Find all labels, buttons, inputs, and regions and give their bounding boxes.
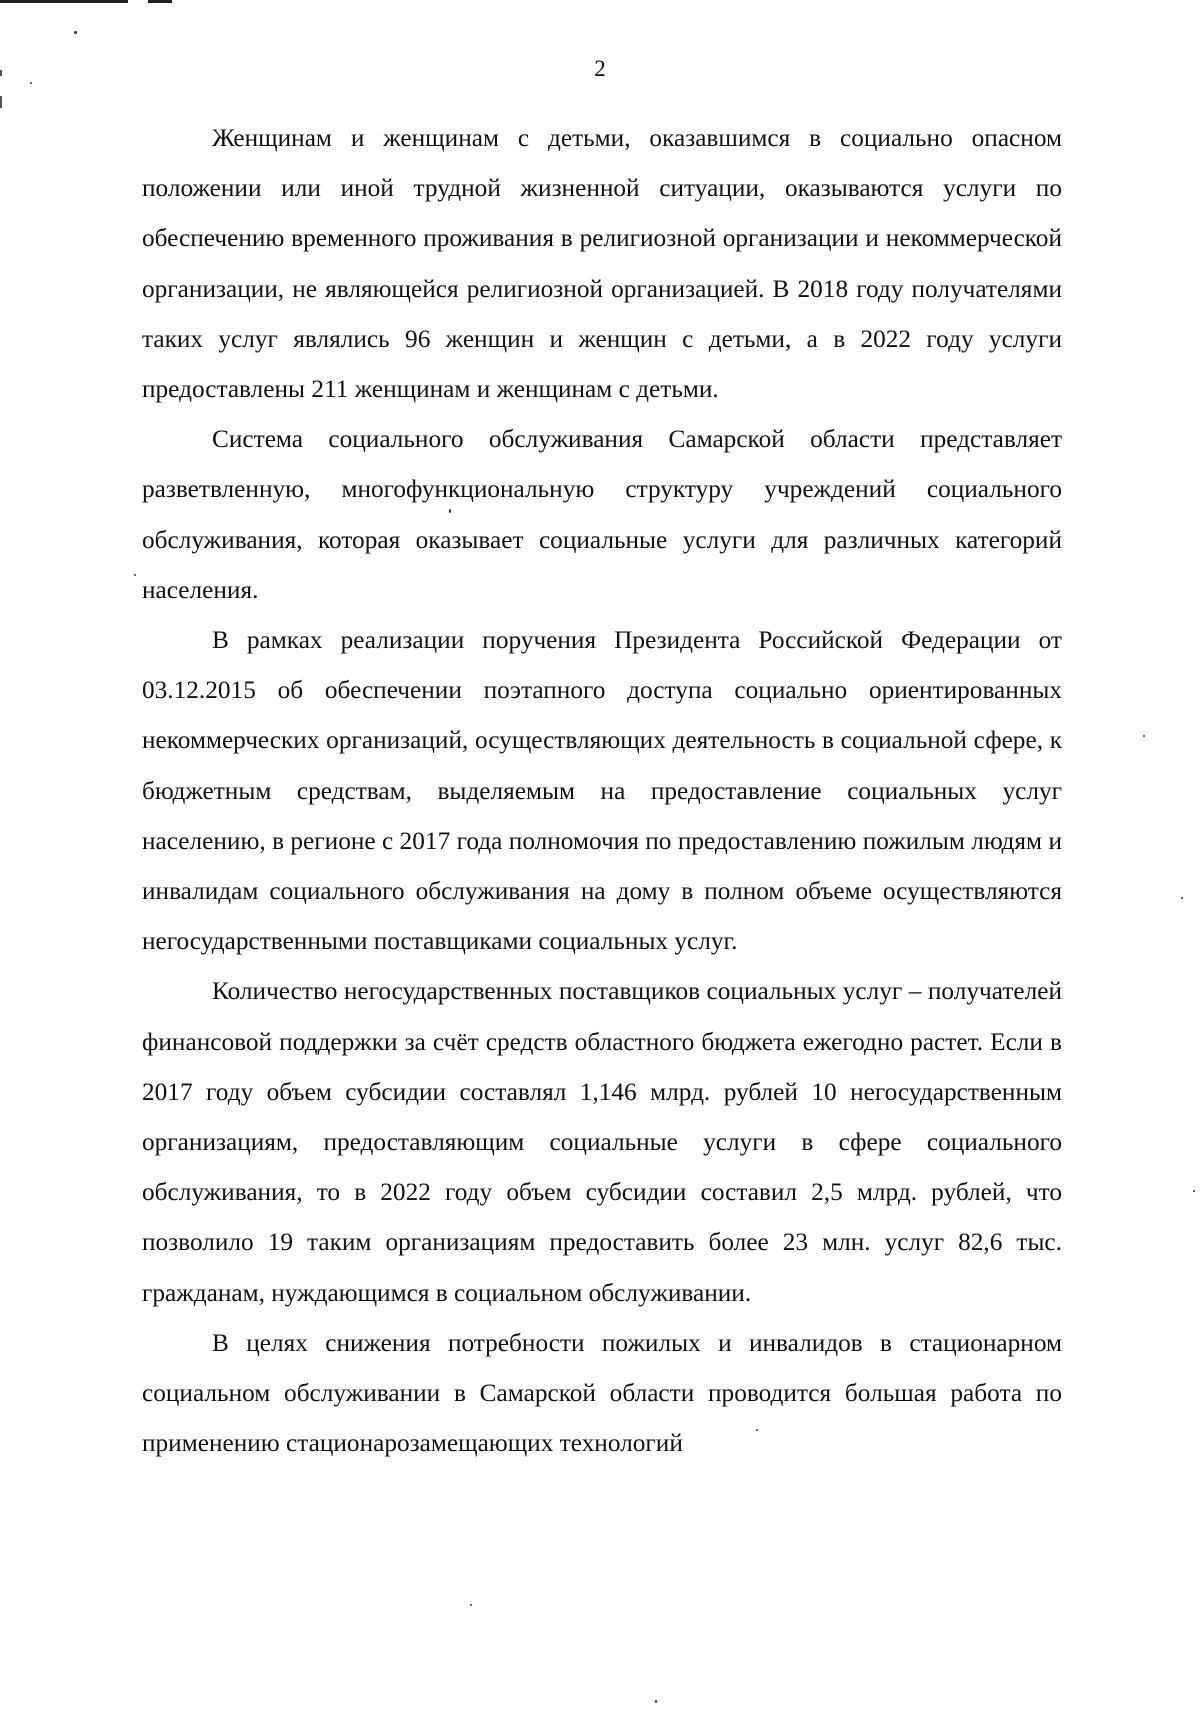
scan-speck	[74, 31, 77, 34]
document-body	[142, 113, 1062, 1468]
paragraph: В рамках реализации поручения Президента Российской Федерации от 03.12.2015 об обеспечении поэтапного доступа социально ориентированных некоммерческих организаций, осуществляющих деятельность в социальной сфере, к бюджетным средствам, выделяемым на предоставление социальных услуг населению, в регионе с 2017 года полномочия по предоставлению пожилым людям и инвалидам социального обслуживания на дому в полном объеме осуществляются негосударственными поставщиками социальных услуг.	[142, 626, 1062, 956]
paragraph: Женщинам и женщинам с детьми, оказавшимся в социально опасном положении или иной трудной жизненной ситуации, оказываются услуги по обеспечению временного проживания в религиозной организации и некоммерческой организации, не являющейся религиозной организацией. В 2018 году получателями таких услуг являлись 96 женщин и женщин с детьми, а в 2022 году услуги предоставлены 211 женщинам и женщинам с детьми.	[142, 124, 1062, 404]
scan-speck	[1143, 735, 1145, 737]
paragraph: Количество негосударственных поставщиков социальных услуг – получателей финансовой поддержки за счёт средств областного бюджета ежегодно растет. Если в 2017 году объем субсидии составлял 1,146 млрд. рублей 10 негосударственным организациям, предоставляющим социальные услуги в сфере социального обслуживания, то в 2022 году объем субсидии составил 2,5 млрд. рублей, что позволило 19 таким организациям предоставить более 23 млн. услуг 82,6 тыс. гражданам, нуждающимся в социальном обслуживании.	[142, 977, 1062, 1307]
scan-speck	[1181, 897, 1183, 899]
scan-edge-mark	[0, 0, 128, 3]
scan-speck	[30, 82, 32, 84]
scan-speck	[134, 574, 136, 576]
page-number: 2	[594, 56, 606, 81]
scan-tick-mark	[0, 96, 2, 108]
scan-edge-mark	[148, 0, 172, 3]
paragraph: Система социального обслуживания Самарской области представляет разветвленную, многофункциональную структуру учреждений социального обслуживания, которая оказывает социальные услуги для различных категорий населения.	[142, 425, 1062, 604]
scan-speck	[655, 1700, 657, 1703]
scan-speck	[1193, 1190, 1195, 1192]
paragraph: В целях снижения потребности пожилых и инвалидов в стационарном социальном обслуживании в Самарской области проводится большая работа по применению стационарозамещающих технологий	[142, 1328, 1062, 1458]
scan-speck	[470, 1604, 472, 1606]
